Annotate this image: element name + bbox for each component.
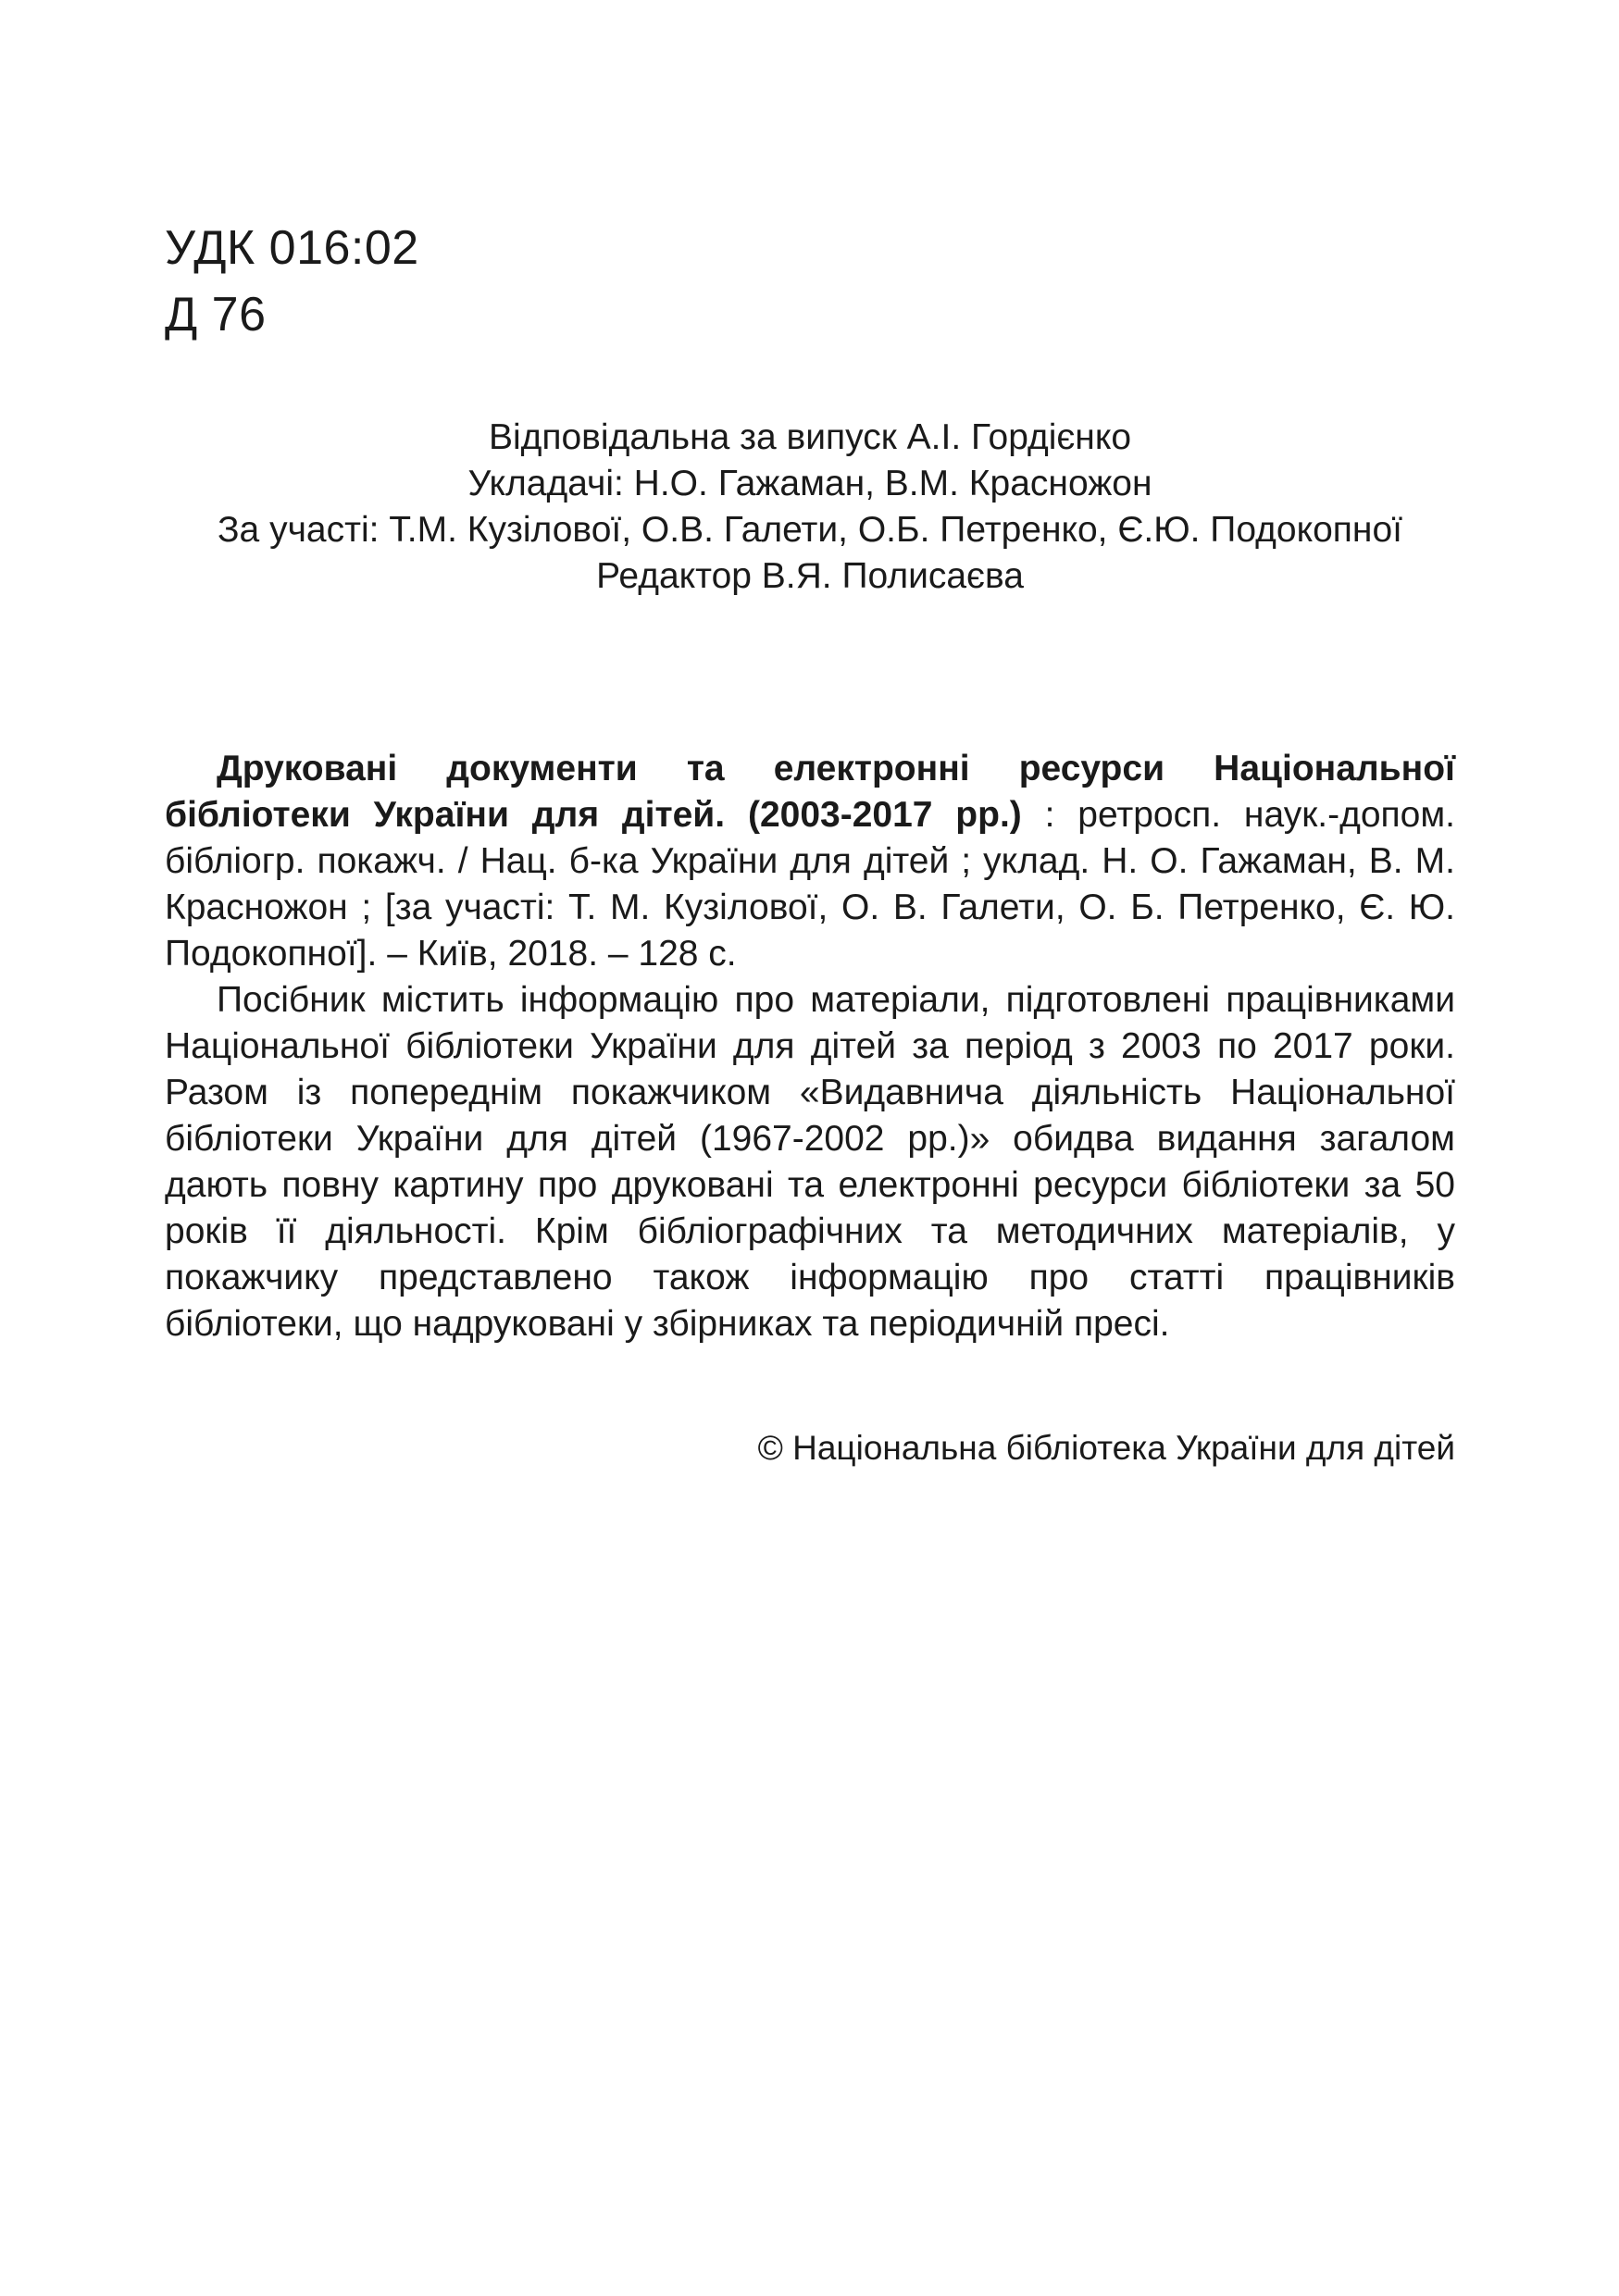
bibliographic-details: : ретросп. наук.-допом. бібліогр. покажч. / Нац. б-ка України для дітей ; уклад. Н. О. Гажаман, В. М. Красножон ; [за участі: Т. М. Кузілової, О. В. Галети, О. Б. Петренко, Є. Ю. Подокопної]. – Київ, 2018. – 128 с. xyxy=(165,795,1455,974)
abstract-paragraph: Посібник містить інформацію про матеріали, підготовлені працівниками Національної бібліотеки України для дітей за період з 2003 по 2017 роки. Разом із попереднім покажчиком «Видавнича діяльність Національної бібліотеки України для дітей (1967-2002 рр.)» обидва видання загалом дають повну картину про друковані та електронні ресурси бібліотеки за 50 років її діяльності. Крім бібліографічних та методичних матеріалів, у покажчику представлено також інформацію про статті працівників бібліотеки, що надруковані у збірниках та періодичній пресі. xyxy=(165,980,1455,1344)
annotation-block xyxy=(165,746,1455,1347)
bibliographic-title: Друковані документи та електронні ресурси Національної бібліотеки України для дітей. (2003-2017 рр.) xyxy=(165,749,1455,835)
author-mark: Д 76 xyxy=(165,288,267,341)
udk-code: УДК 016:02 xyxy=(165,221,419,275)
responsible-editor: Відповідальна за випуск А.І. Гордієнко xyxy=(488,417,1132,457)
classification-block xyxy=(165,215,419,348)
bibliographic-description xyxy=(165,746,1455,977)
copyright-notice: © Національна бібліотека України для дітей xyxy=(757,1429,1455,1467)
compilers: Укладачі: Н.О. Гажаман, В.М. Красножон xyxy=(467,464,1152,503)
participants: За участі: Т.М. Кузілової, О.В. Галети, О.Б. Петренко, Є.Ю. Подокопної xyxy=(218,510,1402,550)
credits-block xyxy=(165,415,1455,600)
editor: Редактор В.Я. Полисаєва xyxy=(596,556,1024,596)
